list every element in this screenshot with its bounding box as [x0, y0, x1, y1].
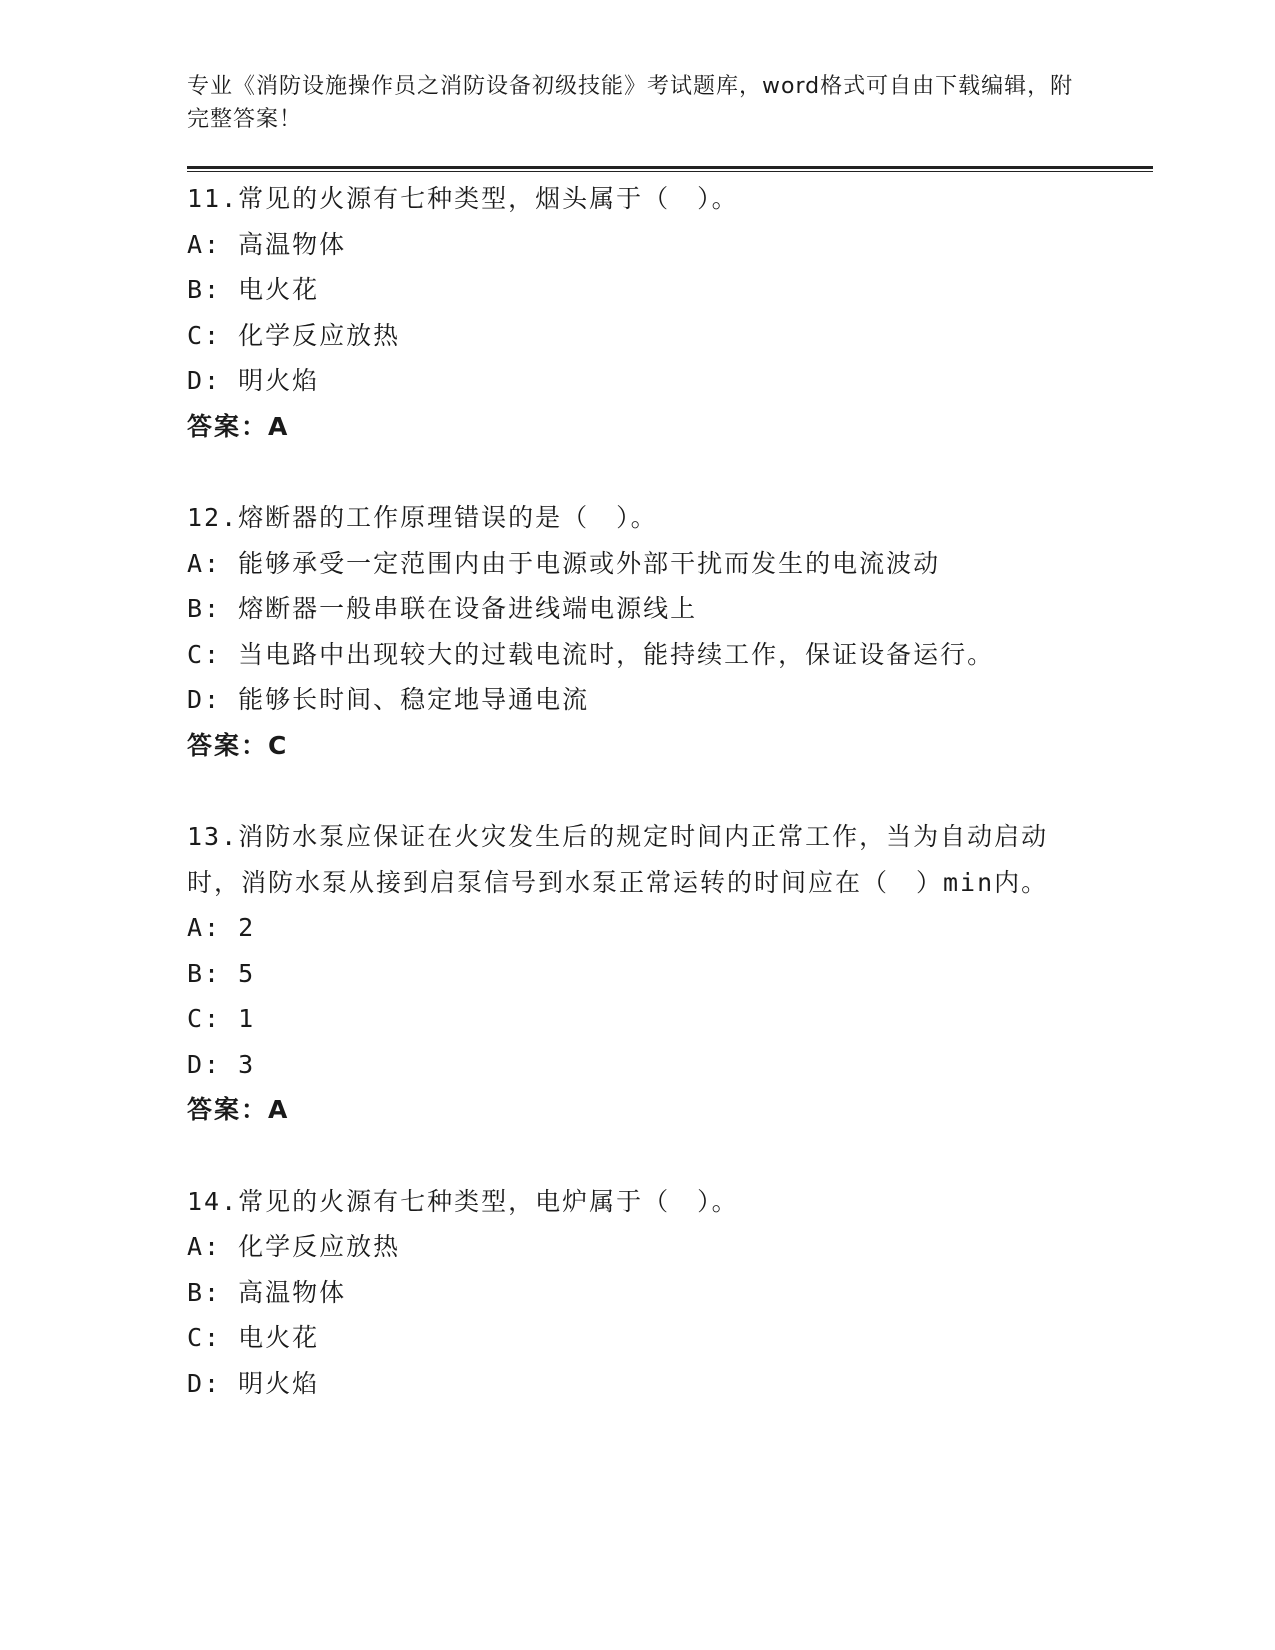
option-d: D: 3: [187, 1049, 256, 1079]
option-a: A: 高温物体: [187, 229, 347, 259]
divider-thick-line: [187, 166, 1153, 169]
option-c: C: 当电路中出现较大的过载电流时，能持续工作，保证设备运行。: [187, 639, 995, 669]
option-a: A: 2: [187, 913, 256, 942]
option-b: B: 高温物体: [187, 1277, 347, 1307]
option-a: A: 化学反应放热: [187, 1232, 401, 1261]
option-d: D: 明火焰: [187, 1368, 320, 1398]
question-stem: 12.熔断器的工作原理错误的是（ ）。: [187, 503, 658, 532]
divider-thin-line: [187, 171, 1153, 172]
question-stem: 14.常见的火源有七种类型，电炉属于（ ）。: [187, 1186, 739, 1216]
answer-label: 答案：C: [187, 730, 289, 760]
option-a: A: 能够承受一定范围内由于电源或外部干扰而发生的电流波动: [187, 548, 941, 578]
option-b: B: 电火花: [187, 275, 320, 304]
question-13: [187, 814, 1147, 1133]
document-page: [187, 70, 1147, 1406]
question-14: [187, 1179, 1147, 1407]
question-12: [187, 495, 1147, 768]
option-c: C: 化学反应放热: [187, 320, 401, 350]
option-c: C: 电火花: [187, 1323, 320, 1352]
option-b: B: 5: [187, 958, 256, 988]
document-header: 专业《消防设施操作员之消防设备初级技能》考试题库，word格式可自由下载编辑，附完整答案！: [187, 74, 1074, 132]
option-b: B: 熔断器一般串联在设备进线端电源线上: [187, 594, 698, 623]
header-divider: [187, 166, 1153, 172]
question-stem: 11.常见的火源有七种类型，烟头属于（ ）。: [187, 184, 739, 213]
option-c: C: 1: [187, 1004, 256, 1033]
question-11: [187, 176, 1147, 449]
question-stem: 13.消防水泵应保证在火灾发生后的规定时间内正常工作，当为自动启动时，消防水泵从接到启泵信号到水泵正常运转的时间应在（ ）min内。: [187, 822, 1049, 897]
answer-label: 答案：A: [187, 411, 290, 441]
answer-label: 答案：A: [187, 1095, 290, 1124]
option-d: D: 能够长时间、稳定地导通电流: [187, 685, 590, 714]
option-d: D: 明火焰: [187, 366, 320, 395]
